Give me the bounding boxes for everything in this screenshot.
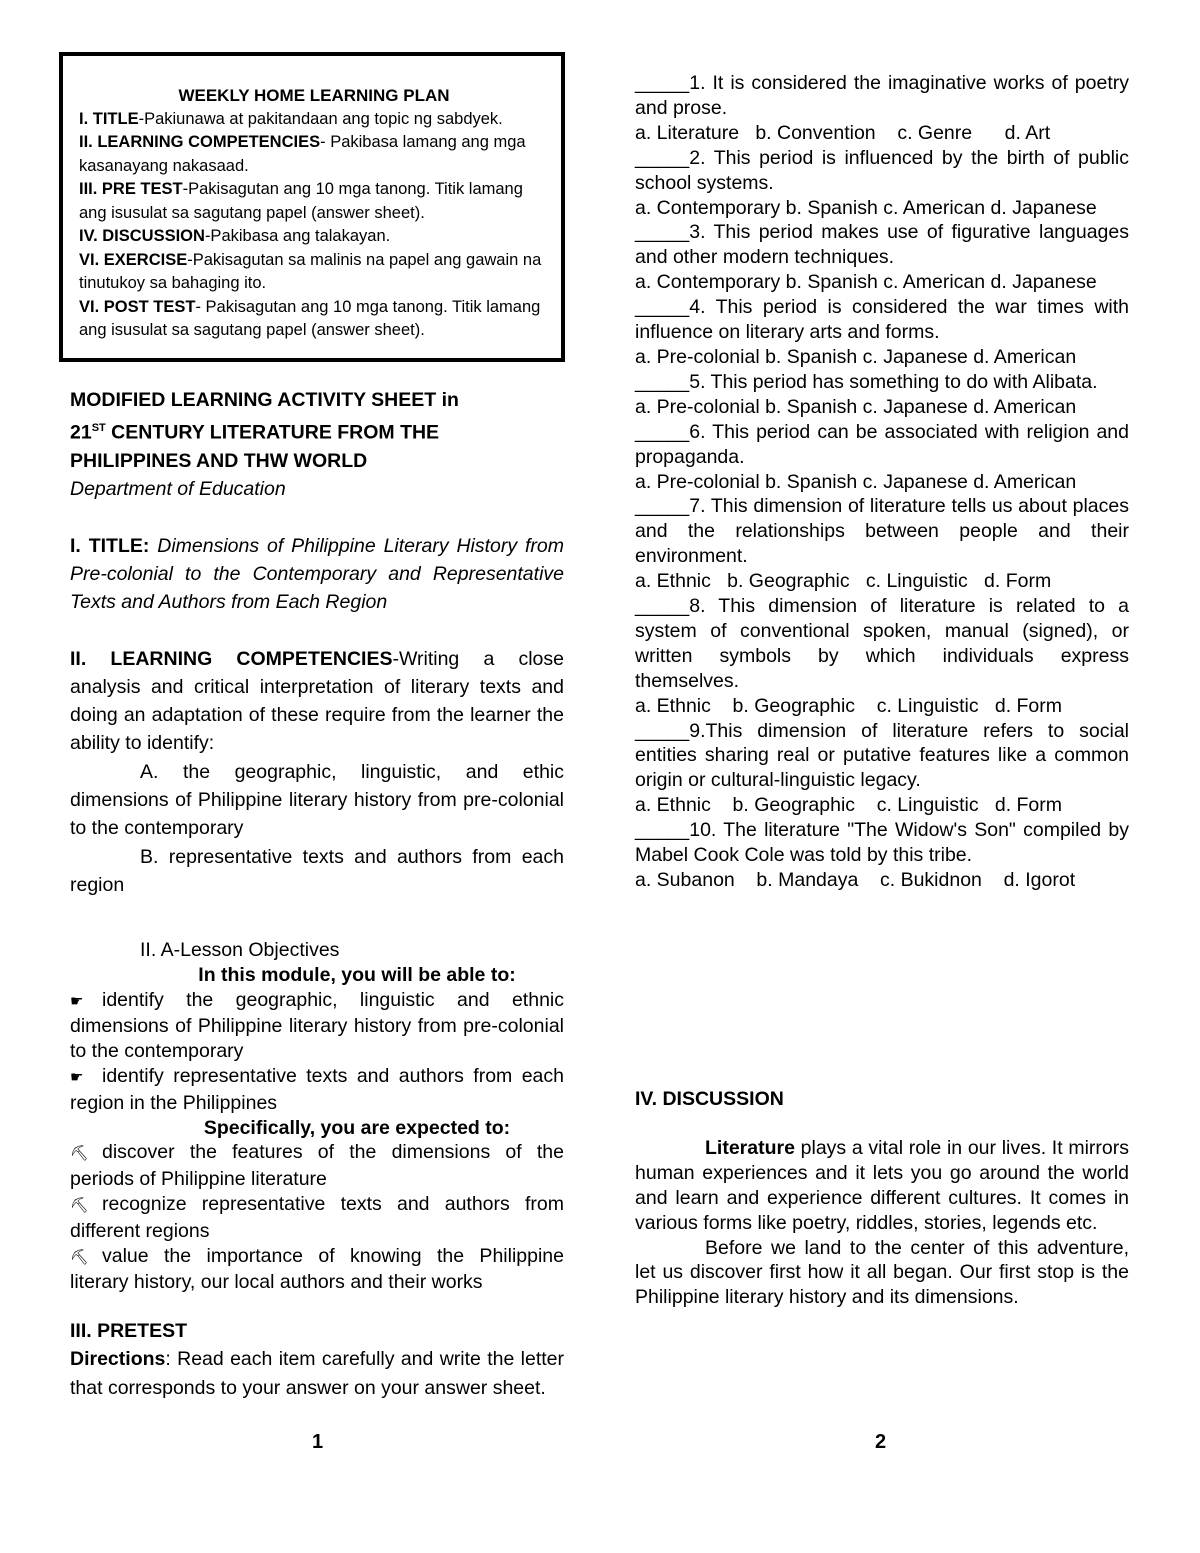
pretest-directions: Directions: Read each item carefully and write the letter that corresponds to your answer on your answer sheet. (70, 1348, 564, 1399)
spacer (70, 617, 564, 645)
doc-title-line2: 21ST CENTURY LITERATURE FROM THE (70, 421, 440, 444)
question-5: _____5. This period has something to do with Alibata. a. Pre-colonial b. Spanish c. Japanese d. American (635, 370, 1098, 418)
question-8: _____8. This dimension of literature is related to a system of conventional spoken, manual (signed), or written symbols by which individuals express themselves. a. Ethnic b. Geographic c. Linguistic d. Form (635, 595, 1129, 717)
question-1: _____1. It is considered the imaginative works of poetry and prose. a. Literature b. Convention c. Genre d. Art (635, 72, 1129, 144)
discussion-paragraph-1: Literature plays a vital role in our lives. It mirrors human experiences and it lets you go around the world and learn and experience different cultures. It comes in various forms like poetry, riddles, stories, legends etc. (635, 1136, 1129, 1234)
page-number-left: 1 (312, 1431, 324, 1453)
plan-item-competencies: II. LEARNING COMPETENCIES- Pakibasa lamang ang mga kasanayang nakasaad. (79, 133, 526, 175)
question-6: _____6. This period can be associated with religion and propaganda. a. Pre-colonial b. Spanish c. Japanese d. American (635, 420, 1129, 493)
competency-b: B. representative texts and authors from each region (70, 845, 564, 896)
plan-item-pretest: III. PRE TEST-Pakisagutan ang 10 mga tanong. Titik lamang ang isusulat sa sagutang papel (answer sheet). (79, 180, 523, 222)
pretest-heading: III. PRETEST (70, 1320, 188, 1342)
spacer (635, 1112, 1129, 1136)
department-label: Department of Education (70, 478, 286, 501)
discussion-section (635, 1087, 1129, 1310)
pick-icon: ⛏ (70, 1196, 90, 1214)
objective-item: ⛏ discover the features of the dimensions of the periods of Philippine literature (70, 1141, 564, 1191)
objective-item: ⛏ recognize representative texts and authors from different regions (70, 1192, 564, 1242)
question-2: _____2. This period is influenced by the birth of public school systems. a. Contemporary b. Spanish c. American d. Japanese (635, 146, 1129, 219)
pointer-icon: ☛ (70, 1068, 84, 1086)
objective-item: ⛏ value the importance of knowing the Philippine literary history, our local authors and their works (70, 1244, 564, 1294)
question-3: _____3. This period makes use of figurative languages and other modern techniques. a. Contemporary b. Spanish c. American d. Japanese (635, 221, 1129, 294)
objective-item: ☛ identify representative texts and authors from each region in the Philippines (70, 1064, 564, 1114)
page-number-right: 2 (875, 1431, 887, 1453)
question-9: _____9.This dimension of literature refers to social entities sharing real or putative features like a common origin or cultural-linguistic legacy. a. Ethnic b. Geographic c. Linguistic d. Form (635, 719, 1129, 817)
plan-item-discussion: IV. DISCUSSION-Pakibasa ang talakayan. (79, 227, 391, 245)
competency-a: A. the geographic, linguistic, and ethic dimensions of Philippine literary history from pre-colonial to the contemporary (70, 760, 564, 840)
question-4: _____4. This period is considered the war times with influence on literary arts and forms. a. Pre-colonial b. Spanish c. Japanese d. American (635, 296, 1129, 368)
pretest-section (70, 1317, 564, 1402)
pointer-icon: ☛ (70, 992, 84, 1010)
left-column (70, 386, 564, 899)
weekly-plan-heading: WEEKLY HOME LEARNING PLAN (178, 86, 450, 105)
doc-title-line1: MODIFIED LEARNING ACTIVITY SHEET in (70, 389, 459, 411)
question-10: _____10. The literature "The Widow's Son" compiled by Mabel Cook Cole was told by this tribe. a. Subanon b. Mandaya c. Bukidnon d. Igorot (635, 819, 1129, 891)
questions-column (635, 71, 1129, 893)
plan-item-title: I. TITLE-Pakiunawa at pakitandaan ang topic ng sabdyek. (79, 109, 503, 128)
spacer (70, 504, 564, 532)
lesson-objectives (70, 938, 564, 1295)
discussion-paragraph-2: Before we land to the center of this adventure, let us discover first how it all began. Our first stop is the Philippine literary history and its dimensions. (635, 1236, 1129, 1309)
pick-icon: ⛏ (70, 1145, 90, 1163)
section-competencies: II. LEARNING COMPETENCIES-Writing a close analysis and critical interpretation of literary texts and doing an adaptation of these require from the learner the ability to identify: (70, 647, 564, 755)
question-7: _____7. This dimension of literature tells us about places and the relationships between people and their environment. a. Ethnic b. Geographic c. Linguistic d. Form (635, 495, 1129, 593)
plan-item-posttest: VI. POST TEST- Pakisagutan ang 10 mga tanong. Titik lamang ang isusulat sa sagutang papel (answer sheet). (79, 297, 541, 339)
objectives-intro2: Specifically, you are expected to: (203, 1116, 511, 1139)
objectives-intro1: In this module, you will be able to: (198, 963, 516, 986)
discussion-heading: IV. DISCUSSION (635, 1088, 784, 1110)
objectives-heading: II. A-Lesson Objectives (140, 939, 340, 961)
pick-icon: ⛏ (70, 1248, 90, 1266)
weekly-plan-box (59, 52, 565, 362)
doc-title-line3: PHILIPPINES AND THW WORLD (70, 450, 368, 473)
objective-item: ☛ identify the geographic, linguistic and ethnic dimensions of Philippine literary history from pre-colonial to the contemporary (70, 988, 564, 1063)
section-title: I. TITLE: Dimensions of Philippine Literary History from Pre-colonial to the Contemporary and Representative Texts and Authors from Each Region (70, 534, 565, 614)
plan-item-exercise: VI. EXERCISE-Pakisagutan sa malinis na papel ang gawain na tinutukoy sa bahaging ito. (79, 250, 542, 292)
